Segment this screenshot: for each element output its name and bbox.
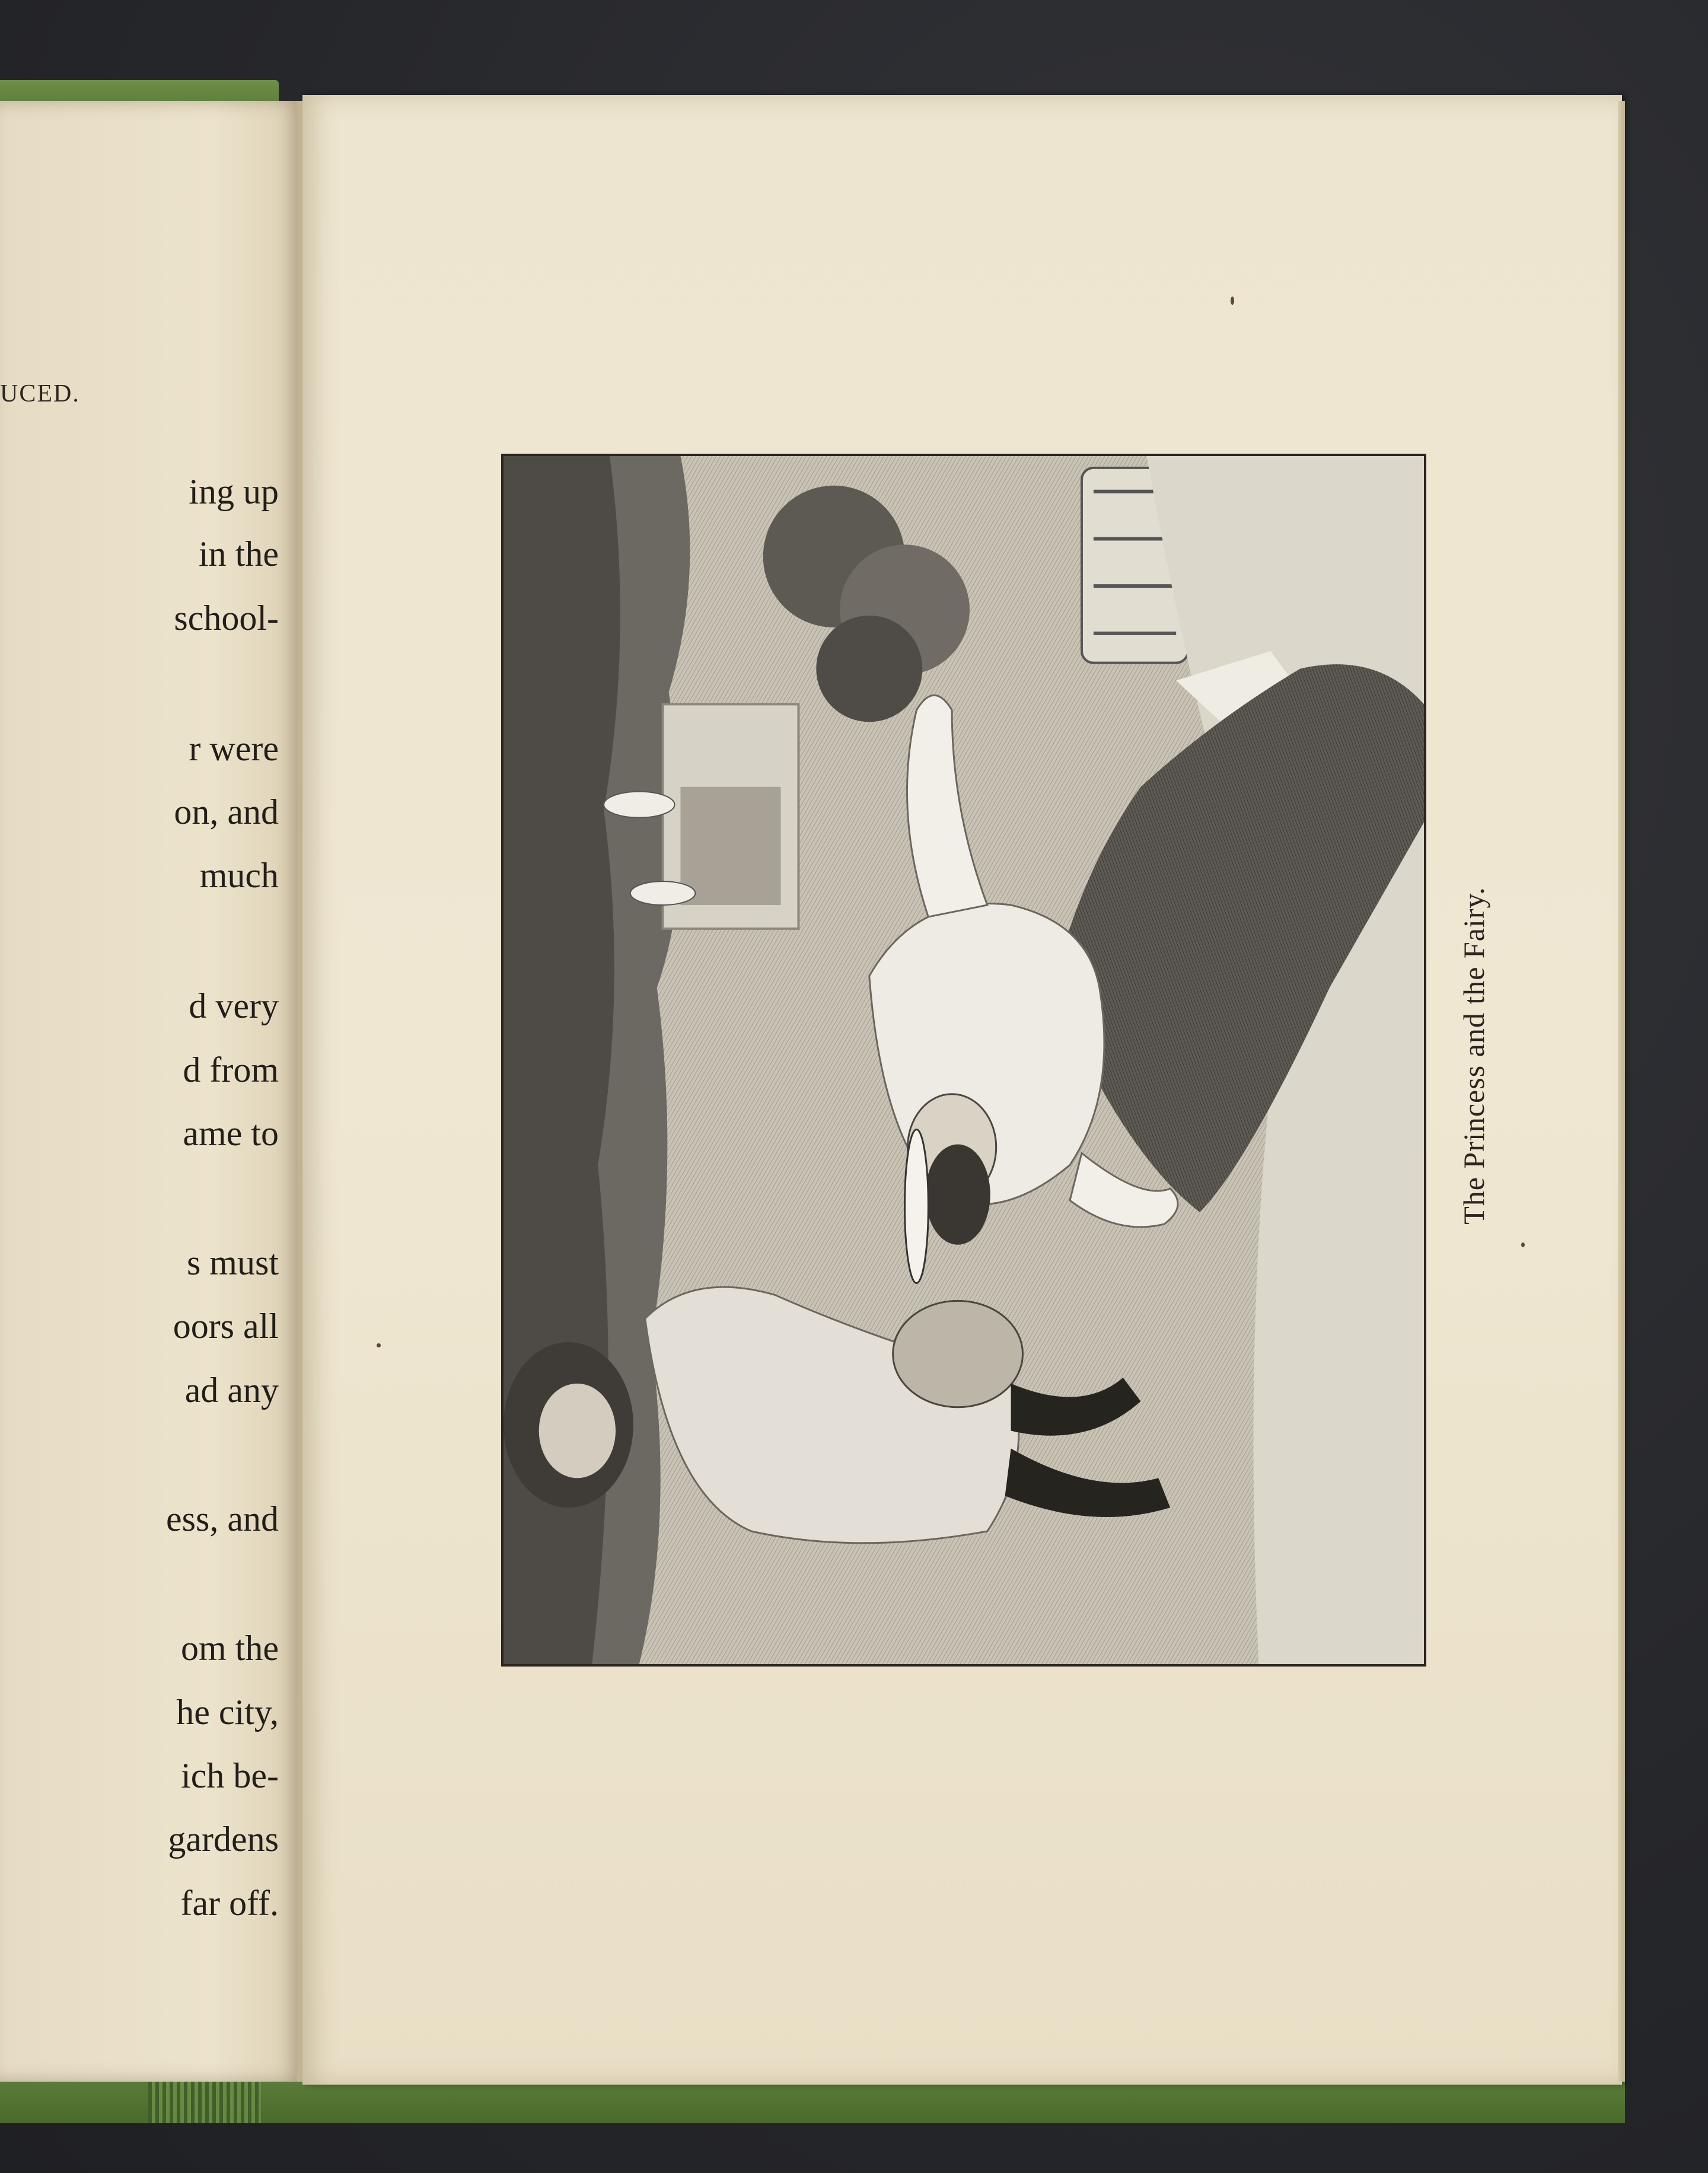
text-line: on, and: [174, 792, 279, 831]
paper-speck: [377, 1343, 381, 1347]
text-line: school-: [174, 598, 279, 638]
text-line: gardens: [168, 1820, 279, 1859]
paper-speck: [1521, 1242, 1525, 1247]
page-edge: [1618, 101, 1625, 2082]
text-line: ich be-: [181, 1756, 279, 1795]
text-line: ing up: [189, 472, 279, 511]
text-line: ess, and: [166, 1499, 279, 1538]
book-cover-spine-texture: [148, 2076, 261, 2123]
text-line: in the: [199, 534, 279, 573]
text-line: d from: [183, 1050, 279, 1089]
text-line: far off.: [180, 1884, 279, 1923]
caption-text: The Princess and the Fairy.: [1457, 887, 1490, 1225]
text-line: oors all: [173, 1307, 279, 1346]
running-head: UCED.: [0, 380, 80, 407]
left-page: [0, 101, 302, 2082]
text-line: r were: [189, 729, 279, 768]
illustration-artwork: [504, 456, 1424, 1664]
illustration-plate: [501, 454, 1426, 1667]
text-line: ame to: [183, 1114, 279, 1153]
paper-speck: [1231, 297, 1234, 305]
text-line: much: [199, 856, 279, 895]
text-line: d very: [189, 986, 279, 1025]
text-line: he city,: [176, 1693, 279, 1732]
text-line: s must: [186, 1243, 279, 1282]
text-line: om the: [181, 1629, 279, 1668]
text-line: ad any: [184, 1371, 279, 1410]
